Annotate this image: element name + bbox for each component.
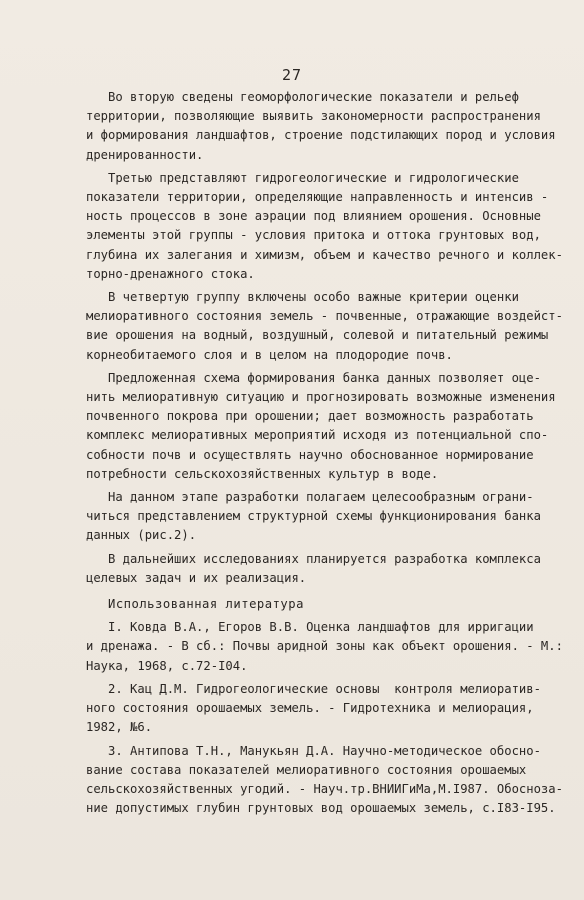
text-line: 2. Кац Д.М. Гидрогеологические основы контроля мелиоратив- <box>86 681 541 696</box>
text-line: и формирования ландшафтов, строение подстилающих пород и условия <box>86 128 556 143</box>
paragraph-1 <box>86 88 566 165</box>
text-line: вие орошения на водный, воздушный, солевой и питательный режимы <box>86 328 549 343</box>
paragraph-5 <box>86 488 566 546</box>
text-line: глубина их залегания и химизм, объем и качество речного и коллек- <box>86 247 563 262</box>
text-line: и дренажа. - В сб.: Почвы аридной зоны как объект орошения. - М.: <box>86 639 563 654</box>
text-line: вание состава показателей мелиоративного состояния орошаемых <box>86 762 527 777</box>
text-line: I. Ковда В.А., Егоров В.В. Оценка ландшафтов для ирригации <box>86 620 534 635</box>
text-line: собности почв и осуществлять научно обоснованное нормирование <box>86 447 534 462</box>
references-title: Использованная литература <box>108 597 304 612</box>
page-number: 27 <box>281 66 303 84</box>
text-line: показатели территории, определяющие направленность и интенсив - <box>86 190 549 205</box>
text-line: корнеобитаемого слоя и в целом на плодородие почв. <box>86 347 453 362</box>
text-line: мелиоративного состояния земель - почвенные, отражающие воздейст- <box>86 309 563 324</box>
text-line: сельскохозяйственных угодий. - Науч.тр.ВНИИГиМа,М.I987. Обосноза- <box>86 781 563 796</box>
text-line: территории, позволяющие выявить закономерности распространения <box>86 109 541 124</box>
text-line: ного состояния орошаемых земель. - Гидротехника и мелиорация, <box>86 701 534 716</box>
paragraph-6 <box>86 550 566 588</box>
text-line: Во вторую сведены геоморфологические показатели и рельеф <box>86 90 519 104</box>
text-line: торно-дренажного стока. <box>86 266 255 281</box>
text-line: читься представлением структурной схемы функционирования банка <box>86 509 541 524</box>
reference-3 <box>86 742 566 819</box>
text-line: нить мелиоративную ситуацию и прогнозировать возможные изменения <box>86 390 556 405</box>
text-line: Наука, 1968, с.72-I04. <box>86 658 248 673</box>
text-line: целевых задач и их реализация. <box>86 570 307 585</box>
text-line: комплекс мелиоративных мероприятий исходя из потенциальной спо- <box>86 428 549 443</box>
paragraph-3 <box>86 288 566 365</box>
text-line: почвенного покрова при орошении; дает возможность разработать <box>86 409 534 424</box>
reference-1 <box>86 618 566 676</box>
text-line: дренированности. <box>86 147 204 162</box>
text-line: 1982, №6. <box>86 720 153 735</box>
body-text <box>86 88 566 818</box>
text-line: 3. Антипова Т.Н., Манукьян Д.А. Научно-методическое обосно- <box>86 743 541 758</box>
text-line: ность процессов в зоне аэрации под влиянием орошения. Основные <box>86 209 541 224</box>
text-line: Третью представляют гидрогеологические и гидрологические <box>86 170 519 185</box>
text-line: элементы этой группы - условия притока и оттока грунтовых вод, <box>86 228 541 243</box>
text-line: В четвертую группу включены особо важные критерии оценки <box>86 290 519 305</box>
text-line: ние допустимых глубин грунтовых вод орошаемых земель, с.I83-I95. <box>86 801 556 816</box>
text-line: На данном этапе разработки полагаем целесообразным ограни- <box>86 490 534 505</box>
reference-2 <box>86 680 566 738</box>
paragraph-2 <box>86 169 566 284</box>
text-line: В дальнейших исследованиях планируется разработка комплекса <box>86 551 541 566</box>
paragraph-4 <box>86 369 566 484</box>
text-line: данных (рис.2). <box>86 528 197 543</box>
text-line: потребности сельскохозяйственных культур в воде. <box>86 466 439 481</box>
text-line: Предложенная схема формирования банка данных позволяет оце- <box>86 370 541 385</box>
